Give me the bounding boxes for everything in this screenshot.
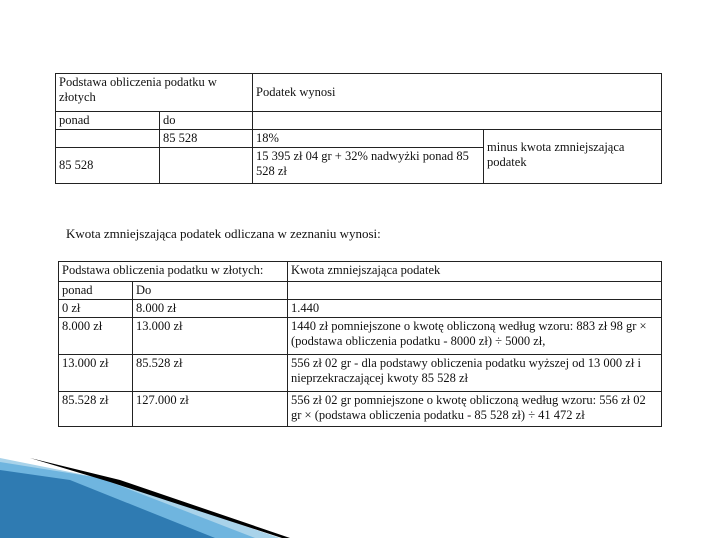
row-to: 8.000 zł xyxy=(133,300,288,318)
col-to: do xyxy=(160,112,253,130)
tax-reduction-table xyxy=(58,261,662,427)
row1-to: 85 528 xyxy=(160,130,253,148)
slide-decoration xyxy=(0,440,720,540)
caption: Kwota zmniejszająca podatek odliczana w zeznaniu wynosi: xyxy=(66,226,381,241)
table-row xyxy=(59,355,662,392)
header-base: Podstawa obliczenia podatku w złotych xyxy=(56,74,253,112)
row-amount: 1.440 xyxy=(288,300,662,318)
header-tax: Podatek wynosi xyxy=(253,74,662,112)
row-over: 13.000 zł xyxy=(59,355,133,392)
spacer-cell xyxy=(288,282,662,300)
row2-tax: 15 395 zł 04 gr + 32% nadwyżki ponad 85 528 zł xyxy=(253,148,484,184)
row-amount: 556 zł 02 gr - dla podstawy obliczenia podatku wyższej od 13 000 zł i nieprzekraczającej kwoty 85 528 zł xyxy=(288,355,662,392)
row-amount: 1440 zł pomniejszone o kwotę obliczoną według wzoru: 883 zł 98 gr × (podstawa obliczenia podatku - 8000 zł) ÷ 5000 zł, xyxy=(288,318,662,355)
row-over: 8.000 zł xyxy=(59,318,133,355)
table-row xyxy=(59,318,662,355)
col-over: ponad xyxy=(59,282,133,300)
row2-to xyxy=(160,148,253,184)
row-over: 85.528 zł xyxy=(59,392,133,427)
row1-over xyxy=(56,130,160,148)
col-over: ponad xyxy=(56,112,160,130)
row-amount: 556 zł 02 gr pomniejszone o kwotę obliczoną według wzoru: 556 zł 02 gr × (podstawa obliczenia podatku - 85 528 zł) ÷ 41 472 zł xyxy=(288,392,662,427)
table-row xyxy=(59,392,662,427)
col-to: Do xyxy=(133,282,288,300)
row1-tax: 18% xyxy=(253,130,484,148)
spacer-cell xyxy=(253,112,662,130)
row-to: 13.000 zł xyxy=(133,318,288,355)
tax-scale-table xyxy=(55,73,662,184)
row1-note: minus kwota zmniejszająca podatek xyxy=(484,130,662,184)
row-over: 0 zł xyxy=(59,300,133,318)
header-amount: Kwota zmniejszająca podatek xyxy=(288,262,662,282)
row2-over: 85 528 xyxy=(56,148,160,184)
row-to: 85.528 zł xyxy=(133,355,288,392)
header-base: Podstawa obliczenia podatku w złotych: xyxy=(59,262,288,282)
row-to: 127.000 zł xyxy=(133,392,288,427)
table-row xyxy=(59,300,662,318)
